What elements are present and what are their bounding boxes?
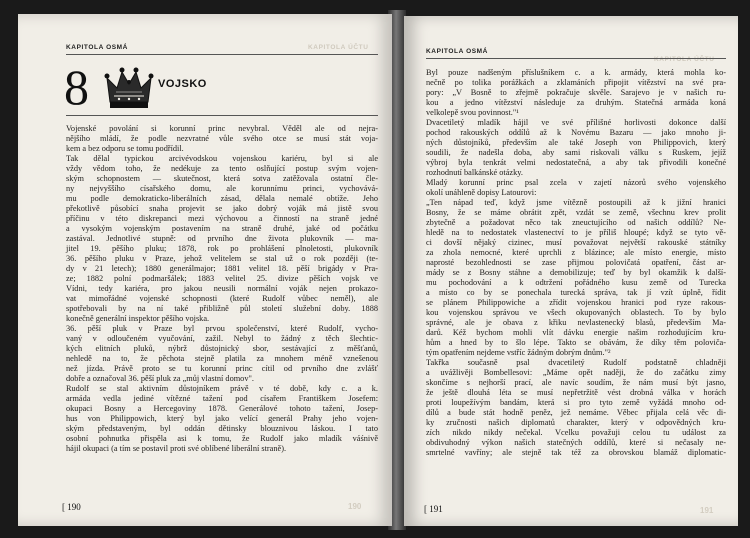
- text-line: Dvacetiletý mladík hájil ve své přílišné horlivosti dokonce další: [426, 118, 726, 127]
- text-line: ných důstojníků, především ale také Joseph von Philippovich, který: [426, 138, 726, 147]
- text-line: kých elitních pluků, nýbrž důstojnický sbor, sestávající z měšťanů,: [66, 344, 378, 353]
- text-line: dy v 21 letech); 1880 generálmajor; 1881 velitel 18. pěší brigády v Pra-: [66, 264, 378, 273]
- text-line: vat mimořádné vojenské schopnosti (které Rudolf vůbec neměl), ale: [66, 294, 378, 303]
- text-line: překotlivě působící snaha projevit se jako dobrý voják má jistě svou: [66, 204, 378, 213]
- text-line: za zhola nemocné, které uprchli z blázince; ale místo energie, místo: [426, 248, 726, 257]
- text-line: dílů a bude stát hodně peněz, jež nemáme. Věbec přijala celá věc di-: [426, 408, 726, 417]
- text-line: pochod rakouských oddílů až k Novému Bazaru — jako mnoho ji-: [426, 128, 726, 137]
- header-rule: [426, 58, 726, 59]
- text-line: správné, ale je obava z křiku nevlastenecký blasů, především Ma-: [426, 318, 726, 327]
- text-line: Tak dělal typickou arcivévodskou vojenskou kariéru, byl si ale: [66, 154, 378, 163]
- text-line: než jízda. Právě proto se tu korunní princ cítil od prvního dne zvlášť: [66, 364, 378, 373]
- page-number-value: 191: [429, 504, 443, 514]
- text-line: ky zručnosti našich diplomatů charakter, který v odpovědných kru-: [426, 418, 726, 427]
- text-line: darů. Kéž bychom mohli vlít dávku energie našim rozhodujícím kru-: [426, 328, 726, 337]
- text-line: nečně po tolika porážkách a zklamáních připojit vítězství na své pra-: [426, 78, 726, 87]
- page-number-value: 190: [67, 502, 81, 512]
- left-page: [18, 14, 392, 526]
- text-line: 36. pěšího pluku v Praze, jehož velitelem se stal už o rok později (te-: [66, 254, 378, 263]
- text-line: spotřebovali by na ní také přibližně půl století služební doby. 1888: [66, 304, 378, 313]
- text-line: osobní pohnutka přispěla asi k tomu, že Rudolf jako mladík váśnivě: [66, 434, 378, 443]
- text-line: mu podle demokraticko-liberálních zásad, dělala nemalé obtíže. Jeho: [66, 194, 378, 203]
- text-line: mády se z Bosny stáhne a demobilizuje; teď by byl okamžik k další-: [426, 268, 726, 277]
- running-head: KAPITOLA OSMÁ: [426, 48, 488, 55]
- text-line: smrtelné vavříny; ale stejně tak též za obrovskou blamáž diplomatic-: [426, 448, 726, 457]
- text-line: ským schopnostem — skutečnost, která sotva zatěžovala ostatní čle-: [66, 174, 378, 183]
- text-line: a vysokým vojenským postavením na straně druhé, jaké od počátku: [66, 224, 378, 233]
- text-line: nehledě na to, že pěchota stejně platila za mnohem méně vznešenou: [66, 354, 378, 363]
- text-line: hům a hned by to šlo lépe. Takto se obávám, že díky těm poloviča-: [426, 338, 726, 347]
- crown-icon: [104, 64, 154, 112]
- text-line: kou a jedno vítězství následuje za druhým. Statečná armáda koná: [426, 98, 726, 107]
- text-line: Rudolf se stal aktivním důstojníkem právě v té době, kdy c. a k.: [66, 384, 378, 393]
- page-number-showthrough: 191: [700, 506, 714, 515]
- text-line: Vojenské povolání si korunní princ nevybral. Věděl ale od nejra-: [66, 124, 378, 133]
- text-line: proti loupežívým bandám, která si pro tyto země vyžádá mnoho od-: [426, 398, 726, 407]
- running-head-showthrough: KAPITOLA ÚČTU: [654, 56, 715, 63]
- right-page: [404, 16, 738, 526]
- text-line: hájil okupaci (a tím se postavil proti své oblíbené liberální straně).: [66, 444, 287, 453]
- chapter-title: VOJSKO: [158, 78, 207, 90]
- text-line: a místo co by se ponechala turecká správa, tak jí vzít úplně, řídit: [426, 288, 726, 297]
- text-line: Byl pouze nadšeným příslušníkem c. a k. armády, která mohla ko-: [426, 68, 726, 77]
- header-rule: [66, 54, 378, 55]
- text-line: rozhodnutí balkánské otázky.: [426, 168, 523, 177]
- text-line: vaný v odloučeném vyučování, zažil. Nebyl to žádný z těch šlechtic-: [66, 334, 378, 343]
- text-line: se plánem Philippowiche a zřídit vojenskou hranici pod ryze rakous-: [426, 298, 726, 307]
- text-line: konečně generální inspektor pěšího vojska.: [66, 314, 210, 323]
- text-line: pory: „V Bosně to zřejmě pokračuje skvěle. Sarajevo je v našich ru-: [426, 88, 726, 97]
- text-line: naprosté bezohlednosti se zase přijmou polovičatá opatření, část ar-: [426, 258, 726, 267]
- text-line: Takřka současně psal dvacetiletý Rudolf podstatně chladněji: [426, 358, 726, 367]
- chapter-number: 8: [64, 59, 89, 115]
- text-line: příčinu v této diskrepanci mezi výchovou a činností na straně jedné: [66, 214, 378, 223]
- text-line: soudili, že nadešla doba, aby sami riskovali válku s Ruskem, jejíž: [426, 148, 726, 157]
- text-line: Bosny, že se máme obrátit zpět, vzdát se země, všechnu krev prolit: [426, 208, 726, 217]
- text-line: vždy vědom toho, že nedékuje za tento oslňující postup svým vojen-: [66, 164, 378, 173]
- text-line: kou vojenskou správou ve všech okupovaných oblastech. To by bylo: [426, 308, 726, 317]
- text-line: mu pochodování a k odtržení pořádného kusu země od Turecka: [426, 278, 726, 287]
- text-line: ci dovší nějaký cizinec, musí považovat největší rakouské státníky: [426, 238, 726, 247]
- text-line: že ještě dlouhá léta se musí nepřetržitě vést drobná válka v horách: [426, 388, 726, 397]
- running-head: KAPITOLA OSMÁ: [66, 44, 128, 51]
- text-line: velkolepě svou povinnost."¹: [426, 108, 519, 117]
- text-line: a uvážlivěji Bombellesovi: „Máme opět naději, že do začátku zimy: [426, 368, 726, 377]
- text-line: jitel 19. pěšího pluku; 1878, rok po prohlášení plnoletosti, plukovník: [66, 244, 378, 253]
- page-number: [ 190: [62, 502, 81, 512]
- text-line: zastával. Jednotlivé stupně: od prvního dne života plukovník — ma-: [66, 234, 378, 243]
- text-line: armáda vedla jediné vítězné tažení pod císařem Františkem Josefem:: [66, 394, 378, 403]
- text-line: hus von Philippowich, který byl jako velící generál Prahy jeho vojen-: [66, 414, 378, 423]
- chapter-rule: [66, 115, 378, 116]
- text-line: kem a bez odporu se tomu podřídil.: [66, 144, 184, 153]
- page-number: [ 191: [424, 504, 443, 514]
- text-line: „Ten nápad teď, když jsme vítězně postoupili až k jižní hranici: [426, 198, 726, 207]
- text-line: zích nikdo nikdy nečekal. Vcelku považuji celou tu událost za: [426, 428, 726, 437]
- text-line: skončíme s nejhorší prací, ale navíc soudím, že nám musí být jasno,: [426, 378, 726, 387]
- text-line: hledě na to nedostatek vlastenectví to je příliš hloupé; když se tyto vě-: [426, 228, 726, 237]
- text-line: obdivuhodný výkon našich statečných oddílů, které si nečasaly ne-: [426, 438, 726, 447]
- text-line: 36. pěší pluk v Praze byl prvou společenství, které Rudolf, vycho-: [66, 324, 378, 333]
- text-line: zbytečně a požadovat něco tak zneuctujícího od našich oddílů? Ne-: [426, 218, 726, 227]
- text-line: Vídni, tedy kariéra, pro jakou neusili normální voják nejen prokazo-: [66, 284, 378, 293]
- running-head-showthrough: KAPITOLA ÚČTU: [308, 44, 369, 51]
- text-line: ny nejvyššího císařského domu, ale korunnímu princi, vychovává-: [66, 184, 378, 193]
- text-line: výbroj byla tenkrát velmi nedostatečná, a aby tak přivodili konečné: [426, 158, 726, 167]
- text-line: nějšího mládí, že podle nezvratné vůle svého otce se musí stát voja-: [66, 134, 378, 143]
- page-number-showthrough: 190: [348, 502, 362, 511]
- text-line: dobře a označoval 36. pěší pluk za „můj vlastní domov".: [66, 374, 254, 383]
- text-line: okupaci Bosny a Hercegoviny 1878. Generálové tohoto tažení, Josep-: [66, 404, 378, 413]
- text-line: Mladý korunní princ psal zcela v zajetí názorů svého vojenského: [426, 178, 726, 187]
- text-line: tým opatřením nejdeme vstříc žádným dobrým dnům."²: [426, 348, 611, 357]
- text-line: okolí unáhleně dopisy Latourovi:: [426, 188, 537, 197]
- text-line: ským představeným, byl oddán dětinsky blouznivou láskou. I tato: [66, 424, 378, 433]
- text-line: ze; 1882 polní podmaršálek; 1883 velitel 25. divize pěších vojsk ve: [66, 274, 378, 283]
